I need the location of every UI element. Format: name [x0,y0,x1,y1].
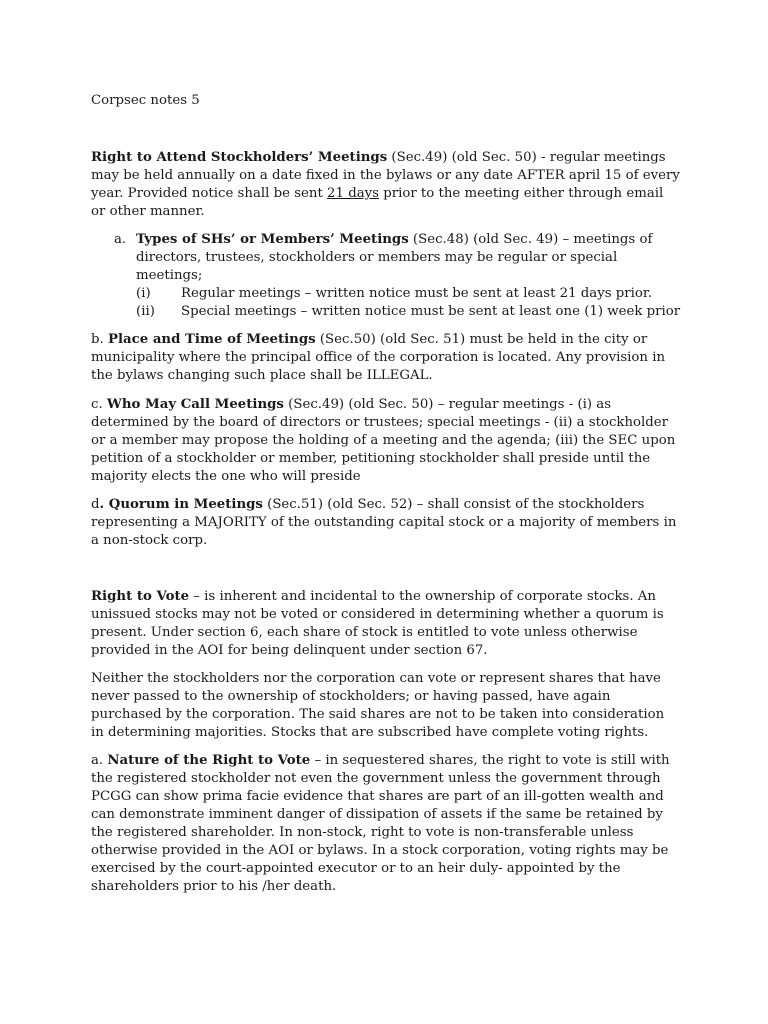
sub-item-number: (ii) [136,304,155,319]
paragraph-place-and-time [91,331,681,385]
sub-item-text: Regular meetings – written notice must be sent at least 21 days prior. [181,286,653,301]
document-title: Corpsec notes 5 [91,93,200,108]
paragraph-neither-stockholders: Neither the stockholders nor the corporation can vote or represent shares that have never passed to the ownership of stockholders; or having passed, have again purchased by the corporation. The said shares are not to be taken into consideration in determining majorities. Stocks that are subscribed have complete voting rights. [91,671,665,740]
sub-item-regular [136,285,684,303]
heading-place-and-time: Place and Time of Meetings [107,332,316,347]
nature-of-right-text: – in sequestered shares, the right to vote is still with the registered stockholder not even the government unless the government through PCGG can show prima facie evidence that shares are part of an ill-gotten wealth and can demonstrate imminent danger of dissipation of assets if the same be retained by the registered shareholder. In non-stock, right to vote is non-transferable unless otherwise provided in the AOI or bylaws. In a stock corporation, voting rights may be exercised by the court-appointed executor or to an heir duly- appointed by the shareholders prior to his /her death. [91,753,670,894]
sub-item-number: (i) [136,286,151,301]
paragraph-right-to-vote [91,588,681,660]
heading-right-to-attend: Right to Attend Stockholders’ Meetings [91,150,388,165]
types-of-meetings-paragraph [136,231,684,285]
heading-right-to-vote: Right to Vote [91,589,190,604]
sub-item-text: Special meetings – written notice must be sent at least one (1) week prior [181,304,681,319]
types-of-meetings-text: (Sec.48) (old Sec. 49) – meetings of directors, trustees, stockholders or members may be regular or special meetings; [136,232,653,283]
right-to-attend-text-after: prior to the meeting either through email or other manner. [91,186,664,219]
paragraph-who-may-call [91,396,681,486]
heading-quorum: . Quorum in Meetings [99,497,263,512]
sub-item-special [136,303,684,321]
list-marker-nature: a. [91,753,108,768]
underlined-21-days: 21 days [327,186,379,201]
heading-who-may-call: Who May Call Meetings [106,397,284,412]
paragraph-right-to-attend [91,149,681,221]
paragraph-quorum [91,496,681,550]
list-marker-c: c. [91,397,107,412]
right-to-attend-text: (Sec.49) (old Sec. 50) - regular meetings may be held annually on a date fixed in the bylaws or any date AFTER april 15 of every year. Provided notice shall be sent [91,150,680,201]
place-and-time-text: (Sec.50) (old Sec. 51) must be held in the city or municipality where the principal office of the corporation is located. Any provision in the bylaws changing such place shall be ILLEGAL. [91,332,666,383]
quorum-text: (Sec.51) (old Sec. 52) – shall consist of the stockholders representing a MAJORITY of the outstanding capital stock or a majority of members in a non-stock corp. [91,497,677,548]
paragraph-nature-of-right [91,752,681,896]
who-may-call-text: (Sec.49) (old Sec. 50) – regular meetings - (i) as determined by the board of directors or trustees; special meetings - (ii) a stockholder or a member may propose the holding of a meeting and the agenda; (iii) the SEC upon petition of a stockholder or member, petitioning stockholder shall preside until the majority elects the one who will preside [91,397,676,484]
list-marker-a: a. [114,232,127,247]
list-marker-b: b. [91,332,108,347]
list-marker-d: d [91,497,100,512]
heading-types-of-meetings: Types of SHs’ or Members’ Meetings [136,232,409,247]
right-to-vote-text: – is inherent and incidental to the ownership of corporate stocks. An unissued stocks may not be voted or considered in determining whether a quorum is present. Under section 6, each share of stock is entitled to vote unless otherwise provided in the AOI for being delinquent under section 67. [91,589,664,658]
heading-nature-of-right: Nature of the Right to Vote [107,753,311,768]
list-item-types-of-meetings [114,231,684,321]
